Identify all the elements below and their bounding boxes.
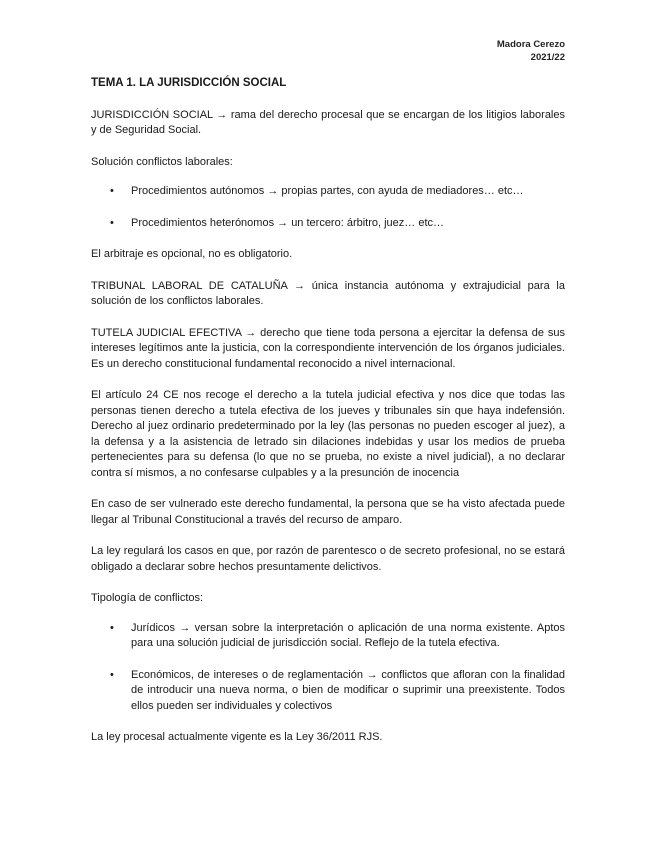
bullet-icon: • [110, 185, 114, 197]
list-item-text: Económicos, de intereses o de reglamentación → conflictos que afloran con la finalidad de introducir una nueva norma, o bien de modificar o suprimir una preexistente. Todos ellos pueden ser individuales y colectivos [131, 668, 565, 712]
paragraph-tribunal-laboral: TRIBUNAL LABORAL DE CATALUÑA → única instancia autónoma y extrajudicial para la solución de los conflictos laborales. [91, 279, 565, 307]
list-item-text: Procedimientos autónomos → propias partes, con ayuda de mediadores… etc… [131, 185, 524, 197]
list-item [91, 184, 565, 200]
paragraph-tutela-judicial: TUTELA JUDICIAL EFECTIVA → derecho que tiene toda persona a ejercitar la defensa de sus intereses legítimos ante la justicia, con la correspondiente intervención de los órganos judiciales. Es un derecho constitucional fundamental reconocido a nivel internacional. [91, 326, 565, 370]
paragraph-articulo-24: El artículo 24 CE nos recoge el derecho a la tutela judicial efectiva y nos dice que todas las personas tienen derecho a tutela efectiva de los jueves y tribunales sin que haya indefensión. Derecho al juez ordinario predeterminado por la ley (las personas no pueden escoger al juez), a la defensa y a la asistencia de letrado sin dilaciones indebidas y usar los medios de prueba pertenecientes para su defensa (lo que no se prueba, no existe a nivel judicial), a no declarar contra sí mismos, a no confesarse culpables y a la presunción de inocencia [91, 389, 565, 479]
list-item [91, 216, 565, 232]
paragraph-ley-regulara: La ley regulará los casos en que, por razón de parentesco o de secreto profesional, no se estará obligado a declarar sobre hechos presuntamente delictivos. [91, 545, 565, 573]
list-solucion-conflictos [91, 184, 565, 231]
paragraph-tipologia: Tipología de conflictos: [91, 592, 204, 604]
page-title: TEMA 1. LA JURISDICCIÓN SOCIAL [91, 77, 287, 89]
paragraph-arbitraje: El arbitraje es opcional, no es obligatorio. [91, 248, 293, 260]
list-tipologia-conflictos [91, 621, 565, 715]
paragraph-ley-procesal: La ley procesal actualmente vigente es la Ley 36/2011 RJS. [91, 731, 383, 743]
paragraph-jurisdiccion-social: JURISDICCIÓN SOCIAL → rama del derecho procesal que se encargan de los litigios laborales y de Seguridad Social. [91, 108, 565, 136]
academic-year: 2021/22 [530, 52, 565, 63]
list-item [91, 621, 565, 652]
paragraph-solucion-conflictos: Solución conflictos laborales: [91, 155, 233, 168]
bullet-icon: • [110, 216, 114, 229]
paragraph-vulneracion: En caso de ser vulnerado este derecho fundamental, la persona que se ha visto afectada puede llegar al Tribunal Constitucional a través del recurso de amparo. [91, 498, 565, 526]
list-item-text: Procedimientos heterónomos → un tercero: árbitro, juez… etc… [131, 216, 445, 229]
bullet-icon: • [110, 621, 114, 634]
author-name: Madora Cerezo [496, 39, 565, 50]
list-item [91, 668, 565, 715]
document-body [91, 38, 565, 746]
list-item-text: Jurídicos → versan sobre la interpretación o aplicación de una norma existente. Aptos para una solución judicial de jurisdicción social. Reflejo de la tutela efectiva. [131, 621, 565, 649]
bullet-icon: • [110, 668, 114, 681]
